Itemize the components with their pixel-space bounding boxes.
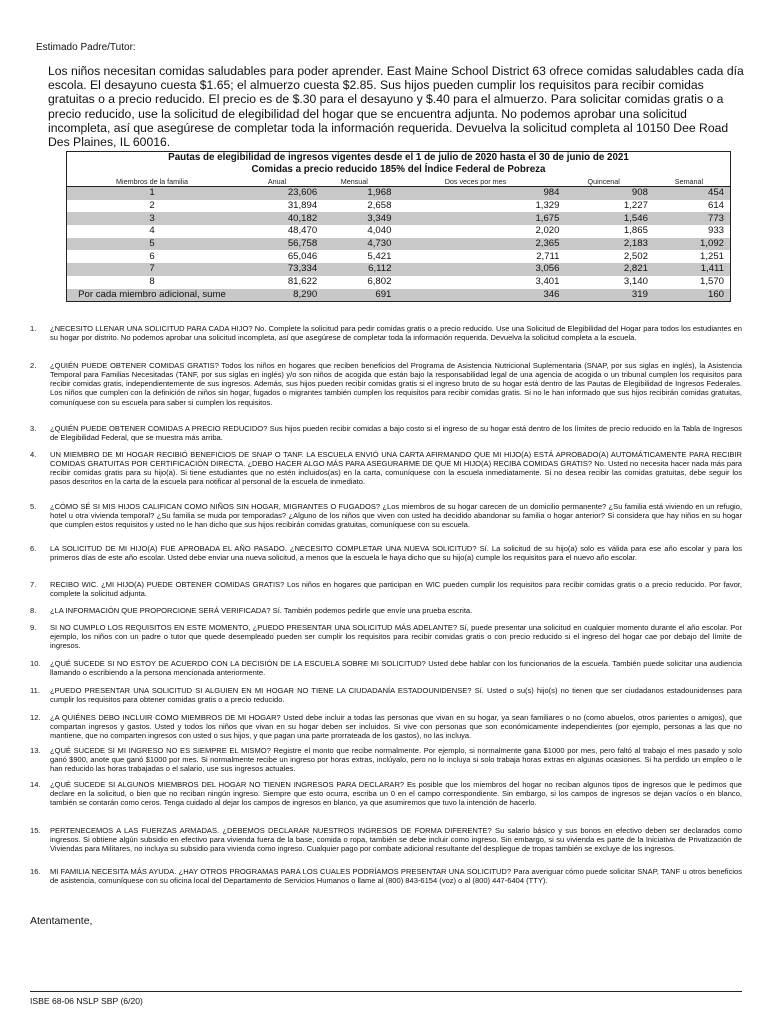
table-cell-income: 1,411 [648,263,730,276]
table-cell-income: 2,821 [559,263,647,276]
table-cell-family-size: Por cada miembro adicional, sume [67,289,237,302]
table-cell-income: 2,502 [623,250,648,262]
table-cell-income: 65,046 [287,250,318,262]
faq-text: PERTENECEMOS A LAS FUERZAS ARMADAS. ¿DEBEMOS DECLARAR NUESTROS INGRESOS DE FORMA DIFERENTE? Su salario básico y sus bonos en efectivo deben ser declarados como ingresos. Si obtiene algún subsidio en efectivo para vivienda fuera de la base, comida o ropa, también se debe incluir como ingreso. Sin embargo, si su vivienda es parte de la Iniciativa de Privatización de Viviendas para Militares, no incluya su subsidio para vivienda como ingreso. Cualquier pago por combate adicional resultante del despliegue de tropas también se excluye de los ingresos. [50,826,742,854]
table-cell-income: 23,606 [237,187,317,200]
table-cell-income: 1,546 [559,212,647,225]
closing: Atentamente, [30,915,93,927]
faq-item [30,606,742,615]
table-cell-income: 73,334 [237,263,317,276]
faq-text: RECIBO WIC. ¿MI HIJO(A) PUEDE OBTENER COMIDAS GRATIS? Los niños en hogares que participan en WIC pueden cumplir los requisitos para recibir comidas gratis o a precio reducido. Por favor, complete la solicitud adjunta. [50,580,742,599]
faq-text: ¿PUEDO PRESENTAR UNA SOLICITUD SI ALGUIEN EN MI HOGAR NO TIENE LA CIUDADANÍA ESTADOUNIDENSE? Sí. Usted o su(s) hijo(s) no tienen que ser ciudadanos estadounidenses para cumplir los requisitos para obtener comidas gratis o a precio reducido. [50,686,742,705]
table-cell-income: 319 [559,289,647,302]
table-cell-family-size: 4 [149,225,155,237]
table-cell-income: 1,570 [699,276,724,288]
faq-number: 12. [30,713,41,722]
table-row [67,238,730,251]
table-cell-income: 346 [391,289,559,302]
faq-item [30,450,742,487]
faq-text: ¿QUIÉN PUEDE OBTENER COMIDAS GRATIS? Todos los niños en hogares que reciben beneficios del Programa de Asistencia Nutricional Suplementaria (SNAP, por sus siglas en inglés), la Asistencia Temporal para Familias Necesitadas (TANF, por sus siglas en inglés) y/o son niños de acogida que están bajo la responsabilidad legal de una agencia de acogida o un tribunal cumplen los requisitos para recibir comidas gratis, independientemente de sus ingresos. Además, sus hijos pueden recibir comidas gratis si el ingreso bruto de su hogar está dentro de las Pautas de Elegibilidad de Ingresos Federales. Los niños que cumplen con la definición de niños sin hogar, fugados o migrantes también cumplen los requisitos para recibir comidas gratis. Si no le han informado que sus hijos recibirán comidas gratuitas, comuníquese con su escuela para saber si cumplen los requisitos. [50,361,742,407]
faq-item [30,746,742,773]
table-header-row [67,177,730,187]
table-cell-income: 1,251 [699,250,724,262]
intro-paragraph: Los niños necesitan comidas saludables para poder aprender. East Maine School District 63 ofrece comidas saludables cada día escola. El desayuno cuesta $1.65; el almuerzo cuesta $2.85. Sus hijos pueden cumplir los requisitos para recibir comidas gratuitas o a precio reducido. El precio es de $.30 para el desayuno y $.40 para el almuerzo. Para solicitar comidas gratis o a precio reducido, use la solicitud de elegibilidad del hogar que se encuentra adjunta. No podemos aprobar una solicitud incompleta, así que asegúrese de completar toda la información requerida. Devuelva la solicitud completa al 10150 Dee Road Des Plaines, IL 60016. [48,64,744,150]
table-cell-income: 3,349 [317,212,391,225]
header-twice-monthly: Dos veces por mes [391,177,559,187]
table-cell-income: 1,227 [623,200,648,212]
table-cell-income: 5,421 [367,250,392,262]
table-row [67,289,730,302]
table-cell-income: 3,056 [391,263,559,276]
faq-number: 11. [30,686,40,695]
income-table [67,177,730,301]
table-cell-income: 8,290 [237,289,317,302]
table-cell-income: 1,968 [317,187,391,200]
table-cell-income: 984 [391,187,559,200]
table-cell-income: 3,140 [623,276,648,288]
faq-item [30,713,742,740]
faq-number: 1. [30,324,37,333]
table-cell-income: 614 [707,200,724,212]
table-cell-income: 3,401 [535,276,560,288]
table-cell-income: 6,802 [367,276,392,288]
table-cell-family-size: 2 [149,200,155,212]
table-row [67,212,730,225]
table-cell-family-size: 1 [67,187,237,200]
faq-item [30,686,742,704]
table-cell-family-size: 6 [149,250,155,262]
header-biweekly: Quincenal [559,177,647,187]
table-cell-income: 40,182 [237,212,317,225]
table-cell-income: 4,730 [317,238,391,251]
faq-item [30,623,742,650]
faq-number: 5. [30,502,37,511]
faq-item [30,826,742,853]
faq-number: 6. [30,544,37,553]
faq-number: 8. [30,606,37,615]
header-annual: Anual [237,177,317,187]
faq-number: 14. [30,780,41,789]
faq-number: 4. [30,450,37,459]
table-cell-income: 1,865 [623,225,648,237]
form-footer: ISBE 68-06 NSLP SBP (6/20) [30,996,143,1006]
faq-item [30,424,742,442]
faq-text: ¿QUÉ SUCEDE SI ALGUNOS MIEMBROS DEL HOGAR NO TIENEN INGRESOS PARA DECLARAR? Es posible que los miembros del hogar no reciban algunos tipos de ingresos que le pedimos que declare en la solicitud, o bien que no reciban ningún ingreso. Siempre que esto ocurra, escriba un 0 en el campo correspondiente. Sin embargo, si los campos de ingresos se dejan vacíos o en blanco, también se contarán como ceros. Tenga cuidado al dejar los campos de ingresos en blanco, ya que asumiremos que tuvo la intención de hacerlo. [50,780,742,808]
table-cell-income: 31,894 [287,200,318,212]
table-cell-income: 454 [648,187,730,200]
table-cell-income: 1,092 [648,238,730,251]
table-cell-income: 2,658 [367,200,392,212]
faq-number: 15. [30,826,41,835]
table-row [67,276,730,289]
faq-text: ¿LA INFORMACIÓN QUE PROPORCIONE SERÁ VERIFICADA? Sí. También podemos pedirle que envíe una prueba escrita. [50,606,473,615]
faq-text: ¿QUÉ SUCEDE SI NO ESTOY DE ACUERDO CON LA DECISIÓN DE LA ESCUELA SOBRE MI SOLICITUD? Usted debe hablar con los funcionarios de la escuela. También puede solicitar una audiencia llamando o escribiendo a la persona mencionada anteriormente. [50,659,742,678]
faq-text: LA SOLICITUD DE MI HIJO(A) FUE APROBADA EL AÑO PASADO. ¿NECESITO COMPLETAR UNA NUEVA SOLICITUD? Sí. La solicitud de su hijo(a) solo es válida para ese año escolar y para los primeros días de este año escolar. Usted debe enviar una nueva solicitud, a menos que la escuela le haya dicho que su hijo(a) cumple los requisitos para el nuevo año escolar. [50,544,742,563]
faq-text: UN MIEMBRO DE MI HOGAR RECIBIÓ BENEFICIOS DE SNAP O TANF. LA ESCUELA ENVIÓ UNA CARTA AFIRMANDO QUE MI HIJO(A) ESTÁ APROBADO(A) AUTOMÁTICAMENTE PARA RECIBIR COMIDAS GRATUITAS POR CERTIFICACIÓN DIRECTA. ¿DEBO HACER ALGO MÁS PARA ASEGURARME DE QUE MI HIJO(A) RECIBA COMIDAS GRATIS? No. Usted no necesita hacer nada más para recibir comidas gratis para su hijo(a). Si tiene estudiantes que no estén incluidos(as) en la carta, comuníquese con la escuela inmediatamente. Si no desea recibir las comidas gratuitas, debe seguir los pasos descritos en la carta de la escuela para notificar al personal de la escuela de inmediato. [50,450,742,487]
table-cell-income: 691 [317,289,391,302]
table-cell-income: 2,711 [536,250,560,262]
header-monthly: Mensual [317,177,391,187]
faq-item [30,324,742,342]
table-row [67,250,730,263]
table-cell-income: 2,183 [559,238,647,251]
table-cell-family-size: 7 [67,263,237,276]
table-cell-income: 160 [648,289,730,302]
faq-item [30,580,742,598]
table-cell-income: 908 [559,187,647,200]
faq-text: ¿QUÉ SUCEDE SI MI INGRESO NO ES SIEMPRE EL MISMO? Registre el monto que recibe normalmente. Por ejemplo, si normalmente gana $1000 por mes, pero faltó al trabajo el mes pasado y solo ganó $900, anote que ganó $1000 por mes. Si normalmente recibe un ingreso por horas extras, inclúyalo, pero no lo incluya si solo trabaja horas extras en algunas ocasiones. Si ha perdido un empleo o le han reducido las horas trabajadas o el salario, use sus ingresos actuales. [50,746,742,774]
table-cell-income: 81,622 [287,276,318,288]
income-eligibility-table [66,151,731,302]
faq-item [30,361,742,407]
table-cell-income: 1,329 [535,200,560,212]
table-title: Pautas de elegibilidad de ingresos vigentes desde el 1 de julio de 2020 hasta el 30 de junio de 2021 [168,152,629,163]
table-subtitle: Comidas a precio reducido 185% del Índice Federal de Pobreza [251,164,546,175]
faq-number: 2. [30,361,37,370]
table-cell-income: 56,758 [237,238,317,251]
faq-text: ¿NECESITO LLENAR UNA SOLICITUD PARA CADA HIJO? No. Complete la solicitud para pedir comidas gratis o a precio reducido. Use una Solicitud de Elegibilidad del Hogar para todos los estudiantes en su hogar por distrito. No podemos aprobar una solicitud incompleta, así que asegúrese de completar toda la información requerida. Devuelva la solicitud completa a la escuela. [50,324,742,343]
faq-text: ¿CÓMO SÉ SI MIS HIJOS CALIFICAN COMO NIÑOS SIN HOGAR, MIGRANTES O FUGADOS? ¿Los miembros de su hogar carecen de un domicilio permanente? ¿Su familia está viviendo en un refugio, hotel u otra vivienda temporal? ¿Su familia se muda por temporadas? ¿Alguno de los niños que viven con usted ha decidido abandonar su familia o hogar anterior? Si considera que hay niños en su hogar que cumplen estos requisitos y usted no le han dicho que sus hijos recibirán comidas gratuitas, comuníquese con su escuela. [50,502,742,530]
table-cell-income: 773 [648,212,730,225]
table-cell-income: 2,020 [535,225,560,237]
faq-number: 10. [30,659,41,668]
salutation: Estimado Padre/Tutor: [36,42,136,53]
faq-number: 16. [30,867,41,876]
table-row [67,263,730,276]
faq-number: 3. [30,424,37,433]
faq-item [30,502,742,529]
header-family-size: Miembros de la familia [67,177,237,187]
table-cell-income: 1,675 [391,212,559,225]
table-row [67,225,730,238]
table-cell-income: 48,470 [287,225,318,237]
table-cell-family-size: 5 [67,238,237,251]
faq-item [30,867,742,885]
table-cell-income: 2,365 [391,238,559,251]
table-cell-income: 4,040 [367,225,392,237]
footer-divider [30,991,742,992]
table-row [67,187,730,200]
table-cell-income: 6,112 [317,263,391,276]
faq-text: ¿QUIÉN PUEDE OBTENER COMIDAS A PRECIO REDUCIDO? Sus hijos pueden recibir comidas a bajo costo si el ingreso de su hogar está dentro de los límites de precio reducido en la Tabla de Ingresos de Elegibilidad Federal, que se muestra más arriba. [50,424,742,443]
faq-text: ¿A QUIÉNES DEBO INCLUIR COMO MIEMBROS DE MI HOGAR? Usted debe incluir a todas las personas que vivan en su hogar, ya sean familiares o no (como abuelos, otros parientes o amigos), que compartan ingresos y gastos. Usted y todos los niños que vivan en su hogar deben ser incluidos. Si vive con personas que son económicamente independientes (por ejemplo, personas a las que no mantiene, que no comparten ingresos con usted o sus hijos, y que pagan una parte prorrateada de los gastos), no las incluya. [50,713,742,741]
faq-number: 7. [30,580,37,589]
header-weekly: Semanal [648,177,730,187]
table-cell-family-size: 3 [67,212,237,225]
faq-number: 13. [30,746,41,755]
table-cell-income: 933 [707,225,724,237]
faq-item [30,544,742,562]
faq-text: SI NO CUMPLO LOS REQUISITOS EN ESTE MOMENTO, ¿PUEDO PRESENTAR UNA SOLICITUD MÁS ADELANTE? Sí, puede presentar una solicitud en cualquier momento durante el año escolar. Por ejemplo, los niños con un padre o tutor que quede desempleado pueden ser cumplir los requisitos para recibir comidas gratis o con precio reducido si el ingreso del hogar cae por debajo del límite de ingresos. [50,623,742,651]
faq-item [30,659,742,677]
faq-number: 9. [30,623,37,632]
faq-item [30,780,742,807]
table-cell-family-size: 8 [149,276,155,288]
faq-text: MI FAMILIA NECESITA MÁS AYUDA. ¿HAY OTROS PROGRAMAS PARA LOS CUALES PODRÍAMOS PRESENTAR UNA SOLICITUD? Para averiguar cómo puede solicitar SNAP, TANF u otros beneficios de asistencia, comuníquese con su oficina local del Departamento de Servicios Humanos o llame al (800) 843-6154 (voz) o al (800) 447-6404 (TTY). [50,867,742,886]
table-row [67,200,730,213]
